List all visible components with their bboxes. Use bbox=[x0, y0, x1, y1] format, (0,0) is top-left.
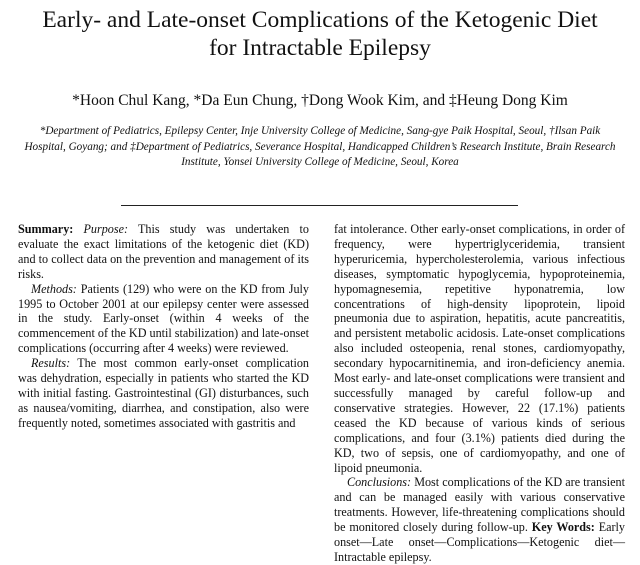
abstract-column-left bbox=[18, 222, 309, 431]
results-text: The most common early-onset complication was dehydration, especially in patients who started the KD with initial fasting. Gastrointestinal (GI) disturbances, such as nausea/vomiting, diarrhea, and constipation, also were frequently noted, sometimes associated with gastritis and bbox=[18, 356, 309, 430]
conclusions-text: Most complications of the KD are transient and can be managed easily with various conservative treatments. However, life-threatening complications should be monitored closely during follow-up. bbox=[334, 475, 625, 535]
methods-label: Methods: bbox=[31, 281, 77, 296]
divider-rule bbox=[121, 205, 518, 206]
affiliation-line-3: Institute, Yonsei University College of Medicine, Seoul, Korea bbox=[181, 156, 459, 168]
methods-text: Patients (129) who were on the KD from July 1995 to October 2001 at our epilepsy center were assessed in the study. Early-onset (within 4 weeks of the commencement of the KD until stabilization) and late-onset complications (occurring after 4 weeks) were reviewed. bbox=[18, 281, 309, 356]
title-line-1: Early- and Late-onset Complications of the Ketogenic Diet bbox=[42, 7, 598, 33]
conclusions-label: Conclusions: bbox=[347, 475, 412, 490]
results-paragraph bbox=[18, 356, 309, 431]
affiliation-line-1: *Department of Pediatrics, Epilepsy Center, Inje University College of Medicine, Sang-gye Paik Hospital, Seoul, †Ilsan Paik bbox=[39, 125, 601, 137]
purpose-label: Purpose: bbox=[83, 222, 129, 236]
affiliation-line-2: Hospital, Goyang; and ‡Department of Pediatrics, Severance Hospital, Handicapped Children’s Research Institute, Brain Research bbox=[24, 140, 616, 153]
methods-paragraph bbox=[18, 282, 309, 357]
results-continued-paragraph bbox=[334, 222, 625, 475]
keywords-text: Early onset—Late onset—Complications—Ketogenic diet—Intractable epilepsy. bbox=[334, 520, 625, 564]
abstract-column-right bbox=[334, 222, 625, 565]
affiliations bbox=[18, 124, 622, 171]
results-text-continued: fat intolerance. Other early-onset complications, in order of frequency, were hypertriglyceridemia, transient hyperuricemia, hypercholesterolemia, various infectious diseases, symptomatic hypoglycemia, hypoproteinemia, hypomagnesemia, repetitive hyponatremia, low concentrations of high-density lipoprotein, lipoid pneumonia due to aspiration, hepatitis, acute pancreatitis, and persistent metabolic acidosis. Late-onset complications also included osteopenia, renal stones, cardiomyopathy, secondary hypocarnitinemia, and iron-deficiency anemia. Most early- and late-onset complications were transient and successfully managed by careful follow-up and conservative strategies. However, 22 (17.1%) patients ceased the KD because of various kinds of serious complications, and four (3.1%) patients died during the KD, two of sepsis, one of cardiomyopathy, and one of lipoid pneumonia. bbox=[334, 222, 625, 475]
conclusions-paragraph bbox=[334, 475, 625, 564]
results-label: Results: bbox=[31, 356, 71, 371]
purpose-text: This study was undertaken to evaluate the exact limitations of the ketogenic diet (KD) and to collect data on the prevention and management of its risks. bbox=[18, 222, 309, 281]
title-line-2: for Intractable Epilepsy bbox=[209, 35, 431, 61]
summary-label: Summary: bbox=[18, 222, 74, 236]
purpose-paragraph bbox=[18, 222, 309, 282]
article-title bbox=[0, 6, 640, 62]
author-list: *Hoon Chul Kang, *Da Eun Chung, †Dong Wook Kim, and ‡Heung Dong Kim bbox=[72, 92, 568, 109]
keywords-label: Key Words: bbox=[531, 520, 595, 535]
